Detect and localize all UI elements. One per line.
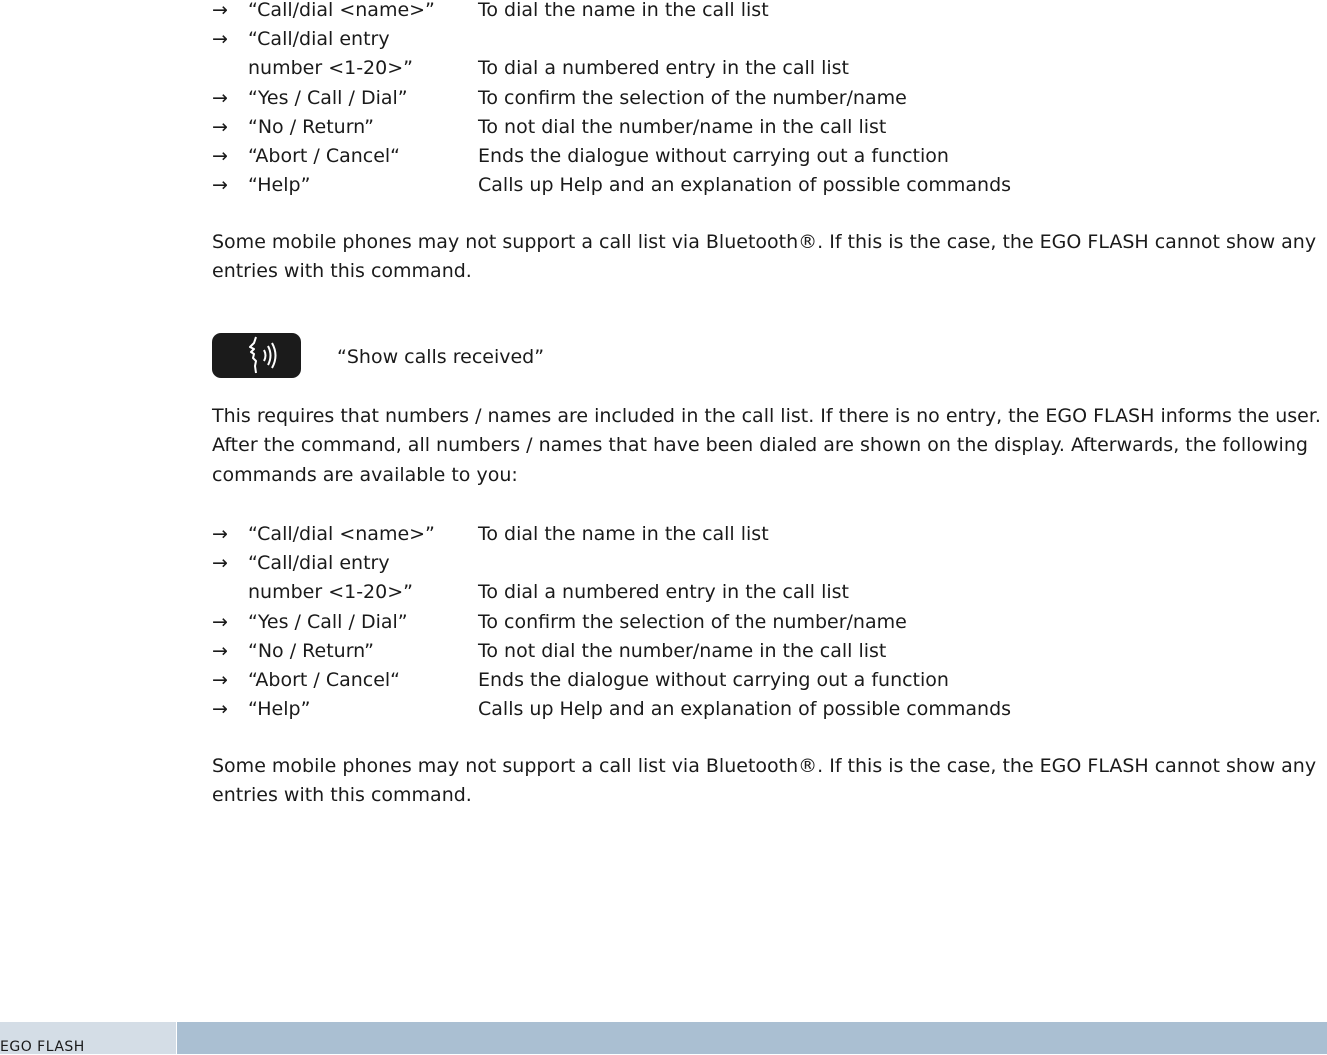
command-text: number <1-20>” — [248, 57, 413, 80]
command-text: “Call/dial entry — [248, 28, 390, 51]
arrow-icon: → — [212, 698, 228, 721]
list-item — [212, 612, 1327, 641]
command-description: Ends the dialogue without carrying out a function — [478, 668, 949, 691]
command-text: “Call/dial entry — [248, 552, 390, 575]
command-description: To dial a numbered entry in the call list — [478, 57, 850, 80]
arrow-icon: → — [212, 668, 228, 691]
command-description: To dial the name in the call list — [478, 523, 769, 545]
command-description: Ends the dialogue without carrying out a function — [478, 144, 949, 167]
command-description: To dial a numbered entry in the call list — [478, 581, 850, 604]
arrow-icon: → — [212, 115, 228, 138]
command-list-2 — [212, 524, 1327, 728]
note-line: entries with this command. — [212, 784, 472, 807]
voice-command-label: “Show calls received” — [337, 346, 545, 368]
arrow-icon: → — [212, 610, 228, 633]
command-text: “Yes / Call / Dial” — [248, 86, 408, 109]
arrow-icon: → — [212, 0, 228, 21]
command-description: Calls up Help and an explanation of possible commands — [478, 174, 1012, 197]
list-item — [212, 29, 1327, 58]
bluetooth-note-1 — [212, 228, 1327, 287]
intro-line: commands are available to you: — [212, 463, 518, 486]
list-item — [212, 553, 1327, 582]
command-list-1 — [212, 0, 1327, 204]
list-item — [212, 117, 1327, 146]
intro-paragraph — [212, 402, 1327, 490]
list-item — [212, 670, 1327, 699]
command-text: “Help” — [248, 174, 311, 197]
footer-right-band — [177, 1022, 1327, 1054]
arrow-icon: → — [212, 523, 228, 545]
arrow-icon: → — [212, 86, 228, 109]
command-description: To dial the name in the call list — [478, 0, 769, 21]
command-text: “Call/dial <name>” — [248, 523, 435, 545]
footer-left-band — [0, 1022, 176, 1054]
list-item — [212, 641, 1327, 670]
intro-line: After the command, all numbers / names that have been dialed are shown on the display. Afterwards, the following — [212, 434, 1308, 457]
command-description: To not dial the number/name in the call list — [478, 115, 887, 138]
list-item — [212, 88, 1327, 117]
command-text: “Abort / Cancel“ — [248, 668, 401, 691]
command-text: number <1-20>” — [248, 581, 413, 604]
list-item — [212, 146, 1327, 175]
command-text: “No / Return” — [248, 639, 375, 662]
list-item — [212, 582, 1327, 611]
intro-line: This requires that numbers / names are included in the call list. If there is no entry, the EGO FLASH informs the user. — [212, 405, 1321, 427]
arrow-icon: → — [212, 144, 228, 167]
arrow-icon: → — [212, 639, 228, 662]
list-item — [212, 175, 1327, 204]
voice-command-heading — [212, 333, 812, 379]
note-line: entries with this command. — [212, 260, 472, 283]
command-text: “No / Return” — [248, 115, 375, 138]
footer-product-name: EGO FLASH — [0, 1039, 85, 1055]
command-description: Calls up Help and an explanation of possible commands — [478, 698, 1012, 721]
note-line: Some mobile phones may not support a call list via Bluetooth®. If this is the case, the EGO FLASH cannot show any — [212, 755, 1317, 777]
list-item — [212, 58, 1327, 87]
voice-command-icon — [212, 333, 301, 378]
command-description: To not dial the number/name in the call list — [478, 639, 887, 662]
list-item — [212, 0, 1327, 29]
arrow-icon: → — [212, 552, 228, 575]
arrow-icon: → — [212, 28, 228, 51]
command-description: To confirm the selection of the number/name — [478, 86, 907, 109]
command-text: “Help” — [248, 698, 311, 721]
command-text: “Yes / Call / Dial” — [248, 610, 408, 633]
list-item — [212, 699, 1327, 728]
list-item — [212, 524, 1327, 553]
command-description: To confirm the selection of the number/name — [478, 610, 907, 633]
command-text: “Abort / Cancel“ — [248, 144, 401, 167]
command-text: “Call/dial <name>” — [248, 0, 435, 21]
note-line: Some mobile phones may not support a call list via Bluetooth®. If this is the case, the EGO FLASH cannot show any — [212, 231, 1317, 253]
bluetooth-note-2 — [212, 752, 1327, 811]
arrow-icon: → — [212, 174, 228, 197]
